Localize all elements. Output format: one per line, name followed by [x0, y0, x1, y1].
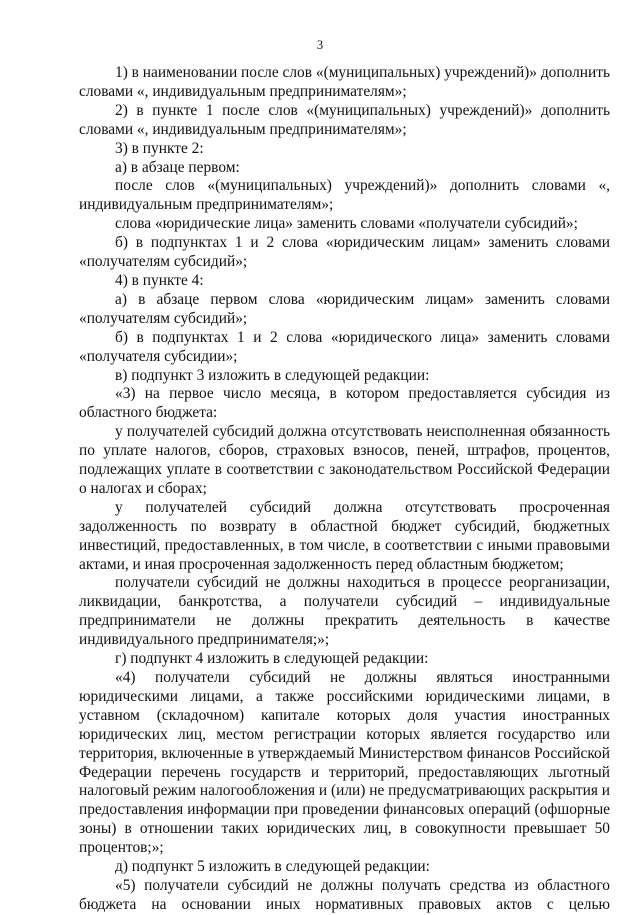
paragraph-17: «4) получатели субсидий не должны являться иностранными юридическими лицами, а также российскими юридическими лицами, в уставном (складочном) капитале которых доля участия иностранных юридических лиц, местом регистрации которых является государство или территория, включенные в утверждаемый Министерством финансов Российской Федерации перечень государств и территорий, предоставляющих льготный налоговый режим налогообложения и (или) не предусматривающих раскрытия и предоставления информации при проведении финансовых операций (офшорные зоны) в отношении таких юридических лиц, в совокупности превышает 50 процентов;»; — [79, 669, 610, 857]
paragraph-2: 2) в пункте 1 после слов «(муниципальных) учреждений)» дополнить словами «, индивидуальным предпринимателям»; — [79, 101, 610, 138]
paragraph-18: д) подпункт 5 изложить в следующей редакции: — [115, 858, 430, 876]
paragraph-7: б) в подпунктах 1 и 2 слова «юридическим лицам» заменить словами «получателям субсидий»; — [79, 234, 610, 271]
paragraph-10: б) в подпунктах 1 и 2 слова «юридического лица» заменить словами «получателя субсидии»; — [79, 328, 610, 365]
paragraph-1: 1) в наименовании после слов «(муниципальных) учреждений)» дополнить словами «, индивидуальным предпринимателям»; — [79, 64, 611, 100]
paragraph-8: 4) в пункте 4: — [115, 271, 204, 289]
paragraph-16: г) подпункт 4 изложить в следующей редакции: — [115, 650, 429, 668]
paragraph-11: в) подпункт 3 изложить в следующей редакции: — [115, 366, 430, 384]
paragraph-4: а) в абзаце первом: — [115, 158, 240, 176]
paragraph-3: 3) в пункте 2: — [115, 139, 204, 157]
paragraph-14: у получателей субсидий должна отсутствовать просроченная задолженность по возврату в областной бюджет субсидий, бюджетных инвестиций, предоставленных, в том числе, в соответствии с иными правовыми актами, и иная просроченная задолженность перед областным бюджетом; — [79, 498, 610, 573]
page-number: 3 — [316, 38, 324, 52]
paragraph-15: получатели субсидий не должны находиться в процессе реорганизации, ликвидации, банкротства, а получатели субсидий – индивидуальные предприниматели не должны прекратить деятельность в качестве индивидуального предпринимателя;»; — [79, 574, 610, 649]
paragraph-13: у получателей субсидий должна отсутствовать неисполненная обязанность по уплате налогов, сборов, страховых взносов, пеней, штрафов, процентов, подлежащих уплате в соответствии с законодательством Российской Федерации о налогах и сборах; — [79, 423, 610, 497]
paragraph-9: а) в абзаце первом слова «юридическим лицам» заменить словами «получателям субсидий»; — [79, 290, 610, 327]
paragraph-6: слова «юридические лица» заменить словами «получатели субсидий»; — [115, 215, 578, 233]
paragraph-19: «5) получатели субсидий не должны получать средства из областного бюджета на основании иных нормативных правовых актов с целью — [79, 876, 610, 913]
paragraph-5: после слов «(муниципальных) учреждений)» дополнить словами «, индивидуальным предпринимателям»; — [79, 177, 610, 214]
paragraph-12: «3) на первое число месяца, в котором предоставляется субсидия из областного бюджета: — [79, 385, 610, 422]
document-body — [79, 64, 610, 915]
